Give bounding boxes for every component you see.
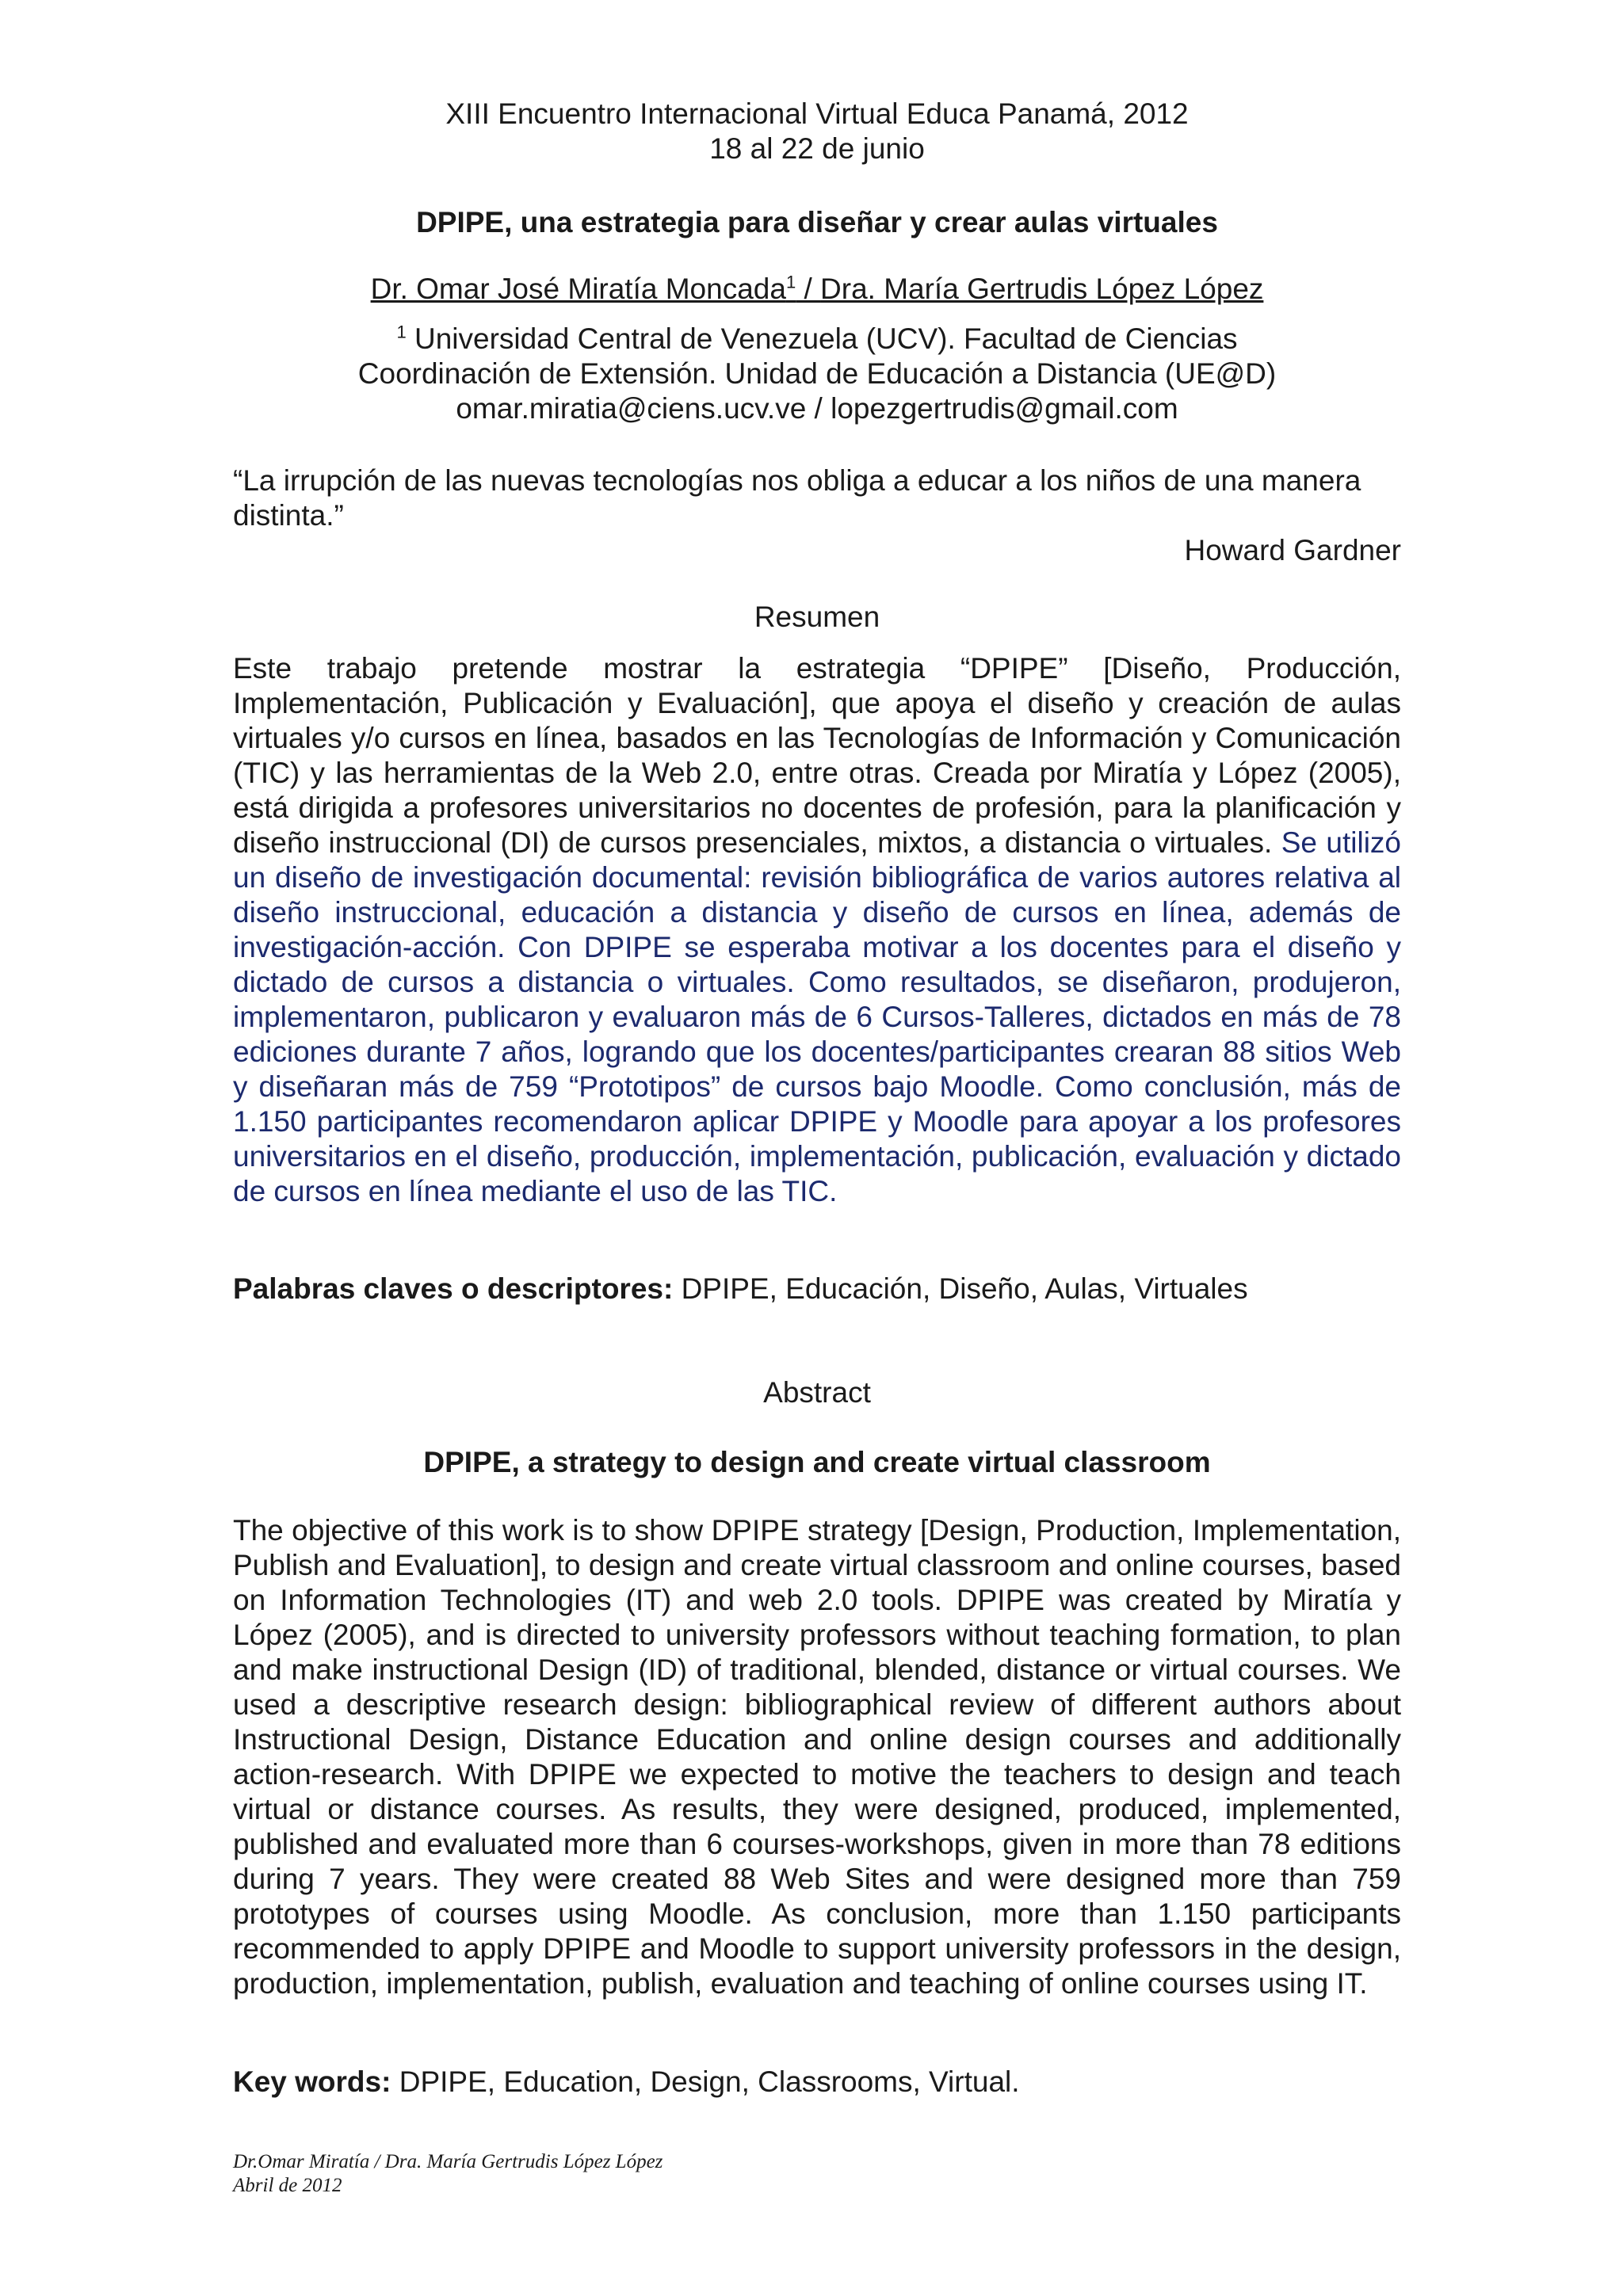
resumen-heading: Resumen (754, 601, 880, 633)
event-title: XIII Encuentro Internacional Virtual Educa Panamá, 2012 (445, 97, 1189, 130)
author-separator: / (796, 273, 821, 305)
resumen-body (233, 651, 1401, 1209)
epigraph-author: Howard Gardner (1184, 534, 1401, 566)
resumen-text-highlight: Se utilizó un diseño de investigación documental: revisión bibliográfica de varios autores relativa al diseño instruccional, educación a distancia y diseño de cursos en línea, además de investigación-acción. Con DPIPE se esperaba motivar a los docentes para el diseño y dictado de cursos a distancia o virtuales. Como resultados, se diseñaron, produjeron, implementaron, publicaron y evaluaron más de 6 Cursos-Talleres, dictados en más de 78 ediciones durante 7 años, logrando que los docentes/participantes crearan 88 sitios Web y diseñaran más de 759 “Prototipos” de cursos bajo Moodle. Como conclusión, más de 1.150 participantes recomendaron aplicar DPIPE y Moodle para apoyar a los profesores universitarios en el diseño, producción, implementación, publicación, evaluación y dictado de cursos en línea mediante el uso de las TIC. (233, 826, 1401, 1207)
keywords-en (233, 2065, 1401, 2100)
paper-title-en: DPIPE, a strategy to design and create virtual classroom (423, 1446, 1211, 1478)
resumen-text: Este trabajo pretende mostrar la estrategia “DPIPE” [Diseño, Producción, Implementación, Publicación y Evaluación], que apoya el diseño y creación de aulas virtuales y/o cursos en línea, basados en las Tecnologías de Información y Comunicación (TIC) y las herramientas de la Web 2.0, entre otras. Creada por Miratía y López (2005), está dirigida a profesores universitarios no docentes de profesión, para la planificación y diseño instruccional (DI) de cursos presenciales, mixtos, a distancia o virtuales. (233, 652, 1401, 859)
epigraph-quote: “La irrupción de las nuevas tecnologías nos obliga a educar a los niños de una manera distinta.” (233, 464, 1361, 532)
author-1: Dr. Omar José Miratía Moncada$^1$ (370, 272, 796, 305)
paper-title-es: DPIPE, una estrategia para diseñar y crear aulas virtuales (416, 206, 1218, 238)
affiliation-unit: Coordinación de Extensión. Unidad de Educación a Distancia (UE@D) (357, 357, 1277, 390)
event-dates: 18 al 22 de junio (709, 132, 925, 165)
keywords-es-label: Palabras claves o descriptores: (233, 1272, 674, 1305)
abstract-body: The objective of this work is to show DPIPE strategy [Design, Production, Implementation, Publish and Evaluation], to design and create virtual classroom and online courses, based on Information Technologies (IT) and web 2.0 tools. DPIPE was created by Miratía y López (2005), and is directed to university professors without teaching formation, to plan and make instructional Design (ID) of traditional, blended, distance or virtual courses. We used a descriptive research design: bibliographical review of different authors about Instructional Design, Distance Education and online design courses and additionally action-research. With DPIPE we expected to motive the teachers to design and teach virtual or distance courses. As results, they were designed, produced, implemented, published and evaluated more than 6 courses-workshops, given in more than 78 editions during 7 years. They were created 88 Web Sites and were designed more than 759 prototypes of courses using Moodle. As conclusion, more than 1.150 participants recommended to apply DPIPE and Moodle to support university professors in the design, production, implementation, publish, evaluation and teaching of online courses using IT. (233, 1514, 1401, 2000)
affiliation-emails: omar.miratia@ciens.ucv.ve / lopezgertrudis@gmail.com (456, 392, 1178, 425)
epigraph (233, 463, 1401, 568)
keywords-en-label: Key words: (233, 2065, 391, 2098)
keywords-en-value: DPIPE, Education, Design, Classrooms, Virtual. (391, 2065, 1020, 2098)
author-2: Dra. María Gertrudis López López (820, 273, 1264, 305)
keywords-es (233, 1272, 1401, 1306)
affiliation (233, 322, 1401, 426)
page-footer (233, 2150, 663, 2198)
event-header (233, 97, 1401, 166)
authors-line (233, 272, 1401, 307)
footer-authors: Dr.Omar Miratía / Dra. María Gertrudis López López (233, 2151, 663, 2172)
keywords-es-value: DPIPE, Educación, Diseño, Aulas, Virtuales (673, 1272, 1248, 1305)
abstract-heading: Abstract (763, 1376, 871, 1409)
footer-date: Abril de 2012 (233, 2175, 342, 2196)
affiliation-university: $^1$ Universidad Central de Venezuela (UCV). Facultad de Ciencias (396, 322, 1238, 355)
